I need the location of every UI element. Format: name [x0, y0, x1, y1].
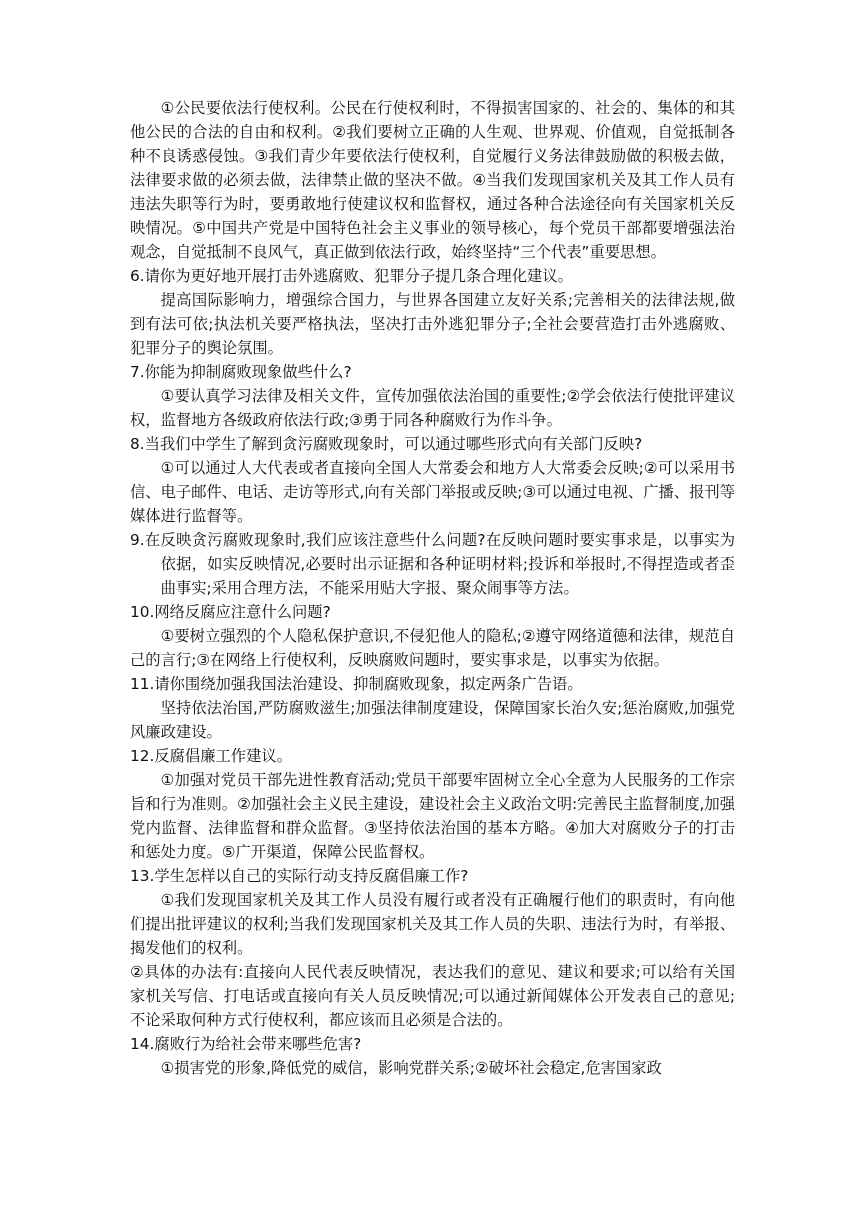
question-11: 11.请你围绕加强我国法治建设、抑制腐败现象，拟定两条广告语。 — [130, 675, 583, 693]
answer-7: ①要认真学习法律及相关文件，宣传加强依法治国的重要性;②学会依法行使批评建议权，监督地方各级政府依法行政;③勇于同各种腐败行为作斗争。 — [130, 387, 735, 429]
answer-13-part-2: ②具体的办法有:直接向人民代表反映情况，表达我们的意见、建议和要求;可以给有关国家机关写信、打电话或直接向有关人员反映情况;可以通过新闻媒体公开发表自己的意见;不论采取何种方式行使权利，都应该而且必须是合法的。 — [130, 963, 735, 1029]
answer-paragraph-5: ①公民要依法行使权利。公民在行使权利时，不得损害国家的、社会的、集体的和其他公民的合法的自由和权利。②我们要树立正确的人生观、世界观、价值观，自觉抵制各种不良诱惑侵蚀。③我们青少年要依法行使权利，自觉履行义务法律鼓励做的积极去做，法律要求做的必须去做，法律禁止做的坚决不做。④当我们发现国家机关及其工作人员有违法失职等行为时，要勇敢地行使建议权和监督权，通过各种合法途径向有关国家机关反映情况。⑤中国共产党是中国特色社会主义事业的领导核心，每个党员干部都要增强法治观念，自觉抵制不良风气，真正做到依法行政，始终坚持“三个代表”重要思想。 — [130, 99, 735, 261]
answer-13-part-1: ①我们发现国家机关及其工作人员没有履行或者没有正确履行他们的职责时，有向他们提出批评建议的权利;当我们发现国家机关及其工作人员的失职、违法行为时，有举报、揭发他们的权利。 — [130, 891, 735, 957]
question-13: 13.学生怎样以自己的实际行动支持反腐倡廉工作? — [130, 867, 469, 885]
answer-10: ①要树立强烈的个人隐私保护意识,不侵犯他人的隐私;②遵守网络道德和法律，规范自己的言行;③在网络上行使权利，反映腐败问题时，要实事求是，以事实为依据。 — [130, 627, 735, 669]
question-6: 6.请你为更好地开展打击外逃腐败、犯罪分子提几条合理化建议。 — [130, 267, 573, 285]
question-7: 7.你能为抑制腐败现象做些什么? — [130, 363, 352, 381]
question-10: 10.网络反腐应注意什么问题? — [130, 603, 331, 621]
question-answer-9: 9.在反映贪污腐败现象时,我们应该注意些什么问题?在反映问题时要实事求是，以事实为依据，如实反映情况,必要时出示证据和各种证明材料;投诉和举报时,不得捏造或者歪曲事实;采用合理方法，不能采用贴大字报、聚众闹事等方法。 — [130, 531, 735, 597]
answer-11: 坚持依法治国,严防腐败滋生;加强法律制度建设，保障国家长治久安;惩治腐败,加强党风廉政建设。 — [130, 699, 735, 741]
answer-14: ①损害党的形象,降低党的威信，影响党群关系;②破坏社会稳定,危害国家政 — [160, 1059, 662, 1077]
answer-6: 提高国际影响力，增强综合国力，与世界各国建立友好关系;完善相关的法律法规,做到有法可依;执法机关要严格执法，坚决打击外逃犯罪分子;全社会要营造打击外逃腐败、犯罪分子的舆论氛围。 — [130, 291, 735, 357]
answer-8: ①可以通过人大代表或者直接向全国人大常委会和地方人大常委会反映;②可以采用书信、电子邮件、电话、走访等形式,向有关部门举报或反映;③可以通过电视、广播、报刊等媒体进行监督等。 — [130, 459, 736, 525]
question-8: 8.当我们中学生了解到贪污腐败现象时，可以通过哪些形式向有关部门反映? — [130, 435, 643, 453]
question-12: 12.反腐倡廉工作建议。 — [130, 747, 292, 765]
answer-12: ①加强对党员干部先进性教育活动;党员干部要牢固树立全心全意为人民服务的工作宗旨和行为准则。②加强社会主义民主建设，建设社会主义政治文明:完善民主监督制度,加强党内监督、法律监督和群众监督。③坚持依法治国的基本方略。④加大对腐败分子的打击和惩处力度。⑤广开渠道，保障公民监督权。 — [130, 771, 736, 861]
question-14: 14.腐败行为给社会带来哪些危害? — [130, 1035, 362, 1053]
document-page — [130, 96, 735, 1080]
